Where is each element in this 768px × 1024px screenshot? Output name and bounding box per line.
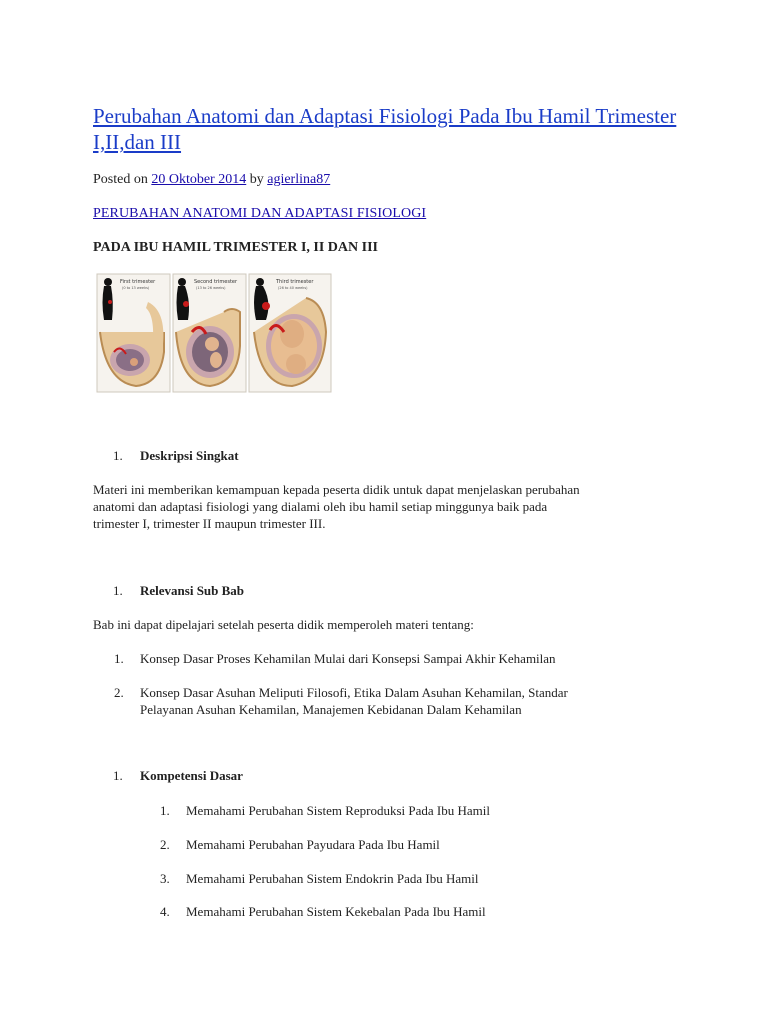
post-author-link[interactable]: agierlina87 xyxy=(267,172,331,187)
panel-1-sub: (0 to 13 weeks) xyxy=(122,286,150,290)
list-item-text: Memahami Perubahan Sistem Kekebalan Pada Ibu Hamil xyxy=(186,904,486,919)
deskripsi-line-1: Materi ini memberikan kemampuan kepada peserta didik untuk dapat menjelaskan perubahan xyxy=(93,482,580,497)
section-deskripsi-title xyxy=(113,447,239,465)
post-title-link[interactable]: Perubahan Anatomi dan Adaptasi Fisiologi Pada Ibu Hamil Trimester I,II,dan III xyxy=(93,104,677,154)
list-item-number: 4. xyxy=(160,904,170,919)
list-item xyxy=(160,870,686,887)
section-number: 1. xyxy=(113,768,123,783)
post-meta xyxy=(93,171,330,189)
panel-2-label: Second trimester xyxy=(194,279,238,285)
deskripsi-line-2: anatomi dan adaptasi fisiologi yang dialami oleh ibu hamil setiap minggunya baik pada xyxy=(93,499,548,514)
list-item-text: Memahami Perubahan Sistem Reproduksi Pada Ibu Hamil xyxy=(186,803,491,818)
list-item xyxy=(114,650,700,667)
section-number: 1. xyxy=(113,448,123,463)
deskripsi-body xyxy=(93,481,683,532)
section-kompetensi-title xyxy=(113,767,243,785)
post-date-link[interactable]: 20 Oktober 2014 xyxy=(151,172,247,187)
list-item-text: Konsep Dasar Proses Kehamilan Mulai dari Konsepsi Sampai Akhir Kehamilan xyxy=(140,651,556,666)
heading-link[interactable]: PERUBAHAN ANATOMI DAN ADAPTASI FISIOLOGI xyxy=(93,206,427,221)
list-item-number: 3. xyxy=(160,871,170,886)
relevansi-body: Bab ini dapat dipelajari setelah peserta didik memperoleh materi tentang: xyxy=(93,617,474,632)
list-item-text-line-2: Pelayanan Asuhan Kehamilan, Manajemen Kebidanan Dalam Kehamilan xyxy=(140,702,522,717)
first-trimester-panel xyxy=(97,274,170,392)
list-item-text: Memahami Perubahan Payudara Pada Ibu Hamil xyxy=(186,837,440,852)
trimester-figure xyxy=(96,272,332,394)
list-item-text-line-1: Konsep Dasar Asuhan Meliputi Filosofi, Etika Dalam Asuhan Kehamilan, Standar xyxy=(140,685,568,700)
by-label: by xyxy=(249,172,264,187)
panel-1-label: First trimester xyxy=(120,279,156,285)
second-trimester-panel xyxy=(173,274,246,392)
post-title xyxy=(93,103,693,155)
section-number: 1. xyxy=(113,583,123,598)
subheading: PADA IBU HAMIL TRIMESTER I, II DAN III xyxy=(93,240,378,255)
trimester-illustration xyxy=(96,272,332,394)
section-title-text: Relevansi Sub Bab xyxy=(140,583,245,598)
posted-on-label: Posted on xyxy=(93,172,148,187)
list-item xyxy=(160,802,686,819)
third-trimester-panel xyxy=(249,274,331,392)
list-item-number: 2. xyxy=(160,837,170,852)
list-item-number: 1. xyxy=(114,651,124,666)
list-item-number: 1. xyxy=(160,803,170,818)
list-item xyxy=(160,836,686,853)
list-item xyxy=(160,903,686,920)
section-title-text: Deskripsi Singkat xyxy=(140,448,239,463)
deskripsi-line-3: trimester I, trimester II maupun trimester III. xyxy=(93,516,326,531)
section-title-text: Kompetensi Dasar xyxy=(140,768,243,783)
list-item-text: Memahami Perubahan Sistem Endokrin Pada Ibu Hamil xyxy=(186,871,479,886)
panel-3-sub: (26 to 40 weeks) xyxy=(278,286,308,290)
panel-2-sub: (13 to 26 weeks) xyxy=(196,286,226,290)
section-relevansi-title xyxy=(113,582,245,600)
list-item-number: 2. xyxy=(114,685,124,700)
list-item xyxy=(114,684,700,718)
panel-3-label: Third trimester xyxy=(276,279,314,285)
